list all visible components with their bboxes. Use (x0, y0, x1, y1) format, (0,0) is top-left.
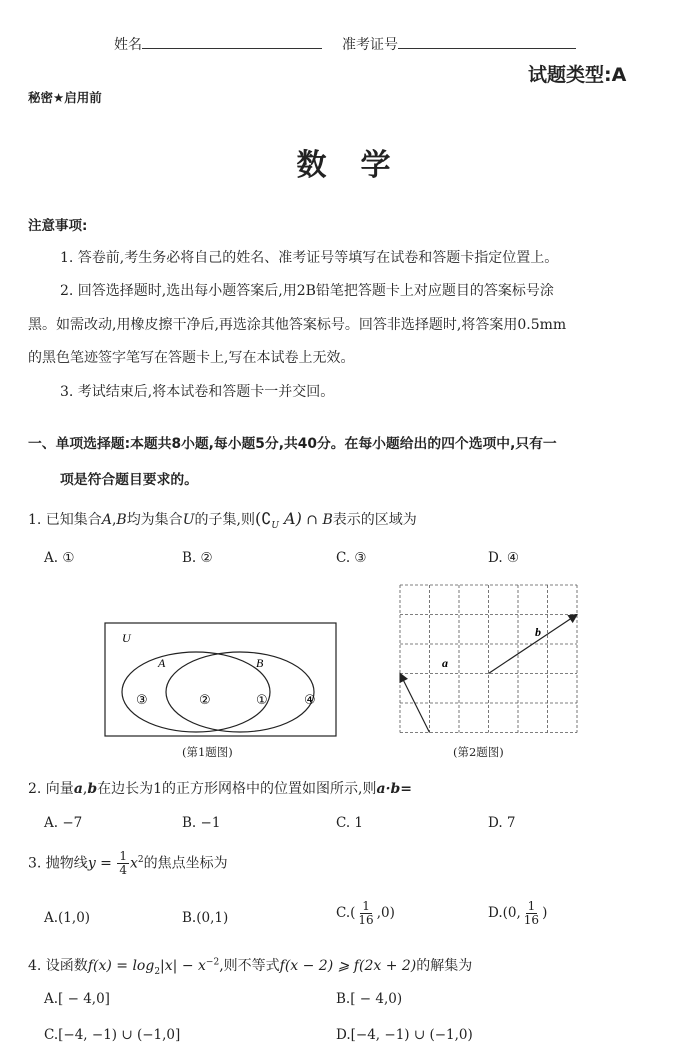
q2-option-d: D. 7 (488, 815, 516, 831)
page-title: 数 学 (296, 148, 393, 183)
q2-stem: 2. 向量a,b在边长为1的正方形网格中的位置如图所示,则a·b= (28, 781, 412, 797)
q3-option-d: D.(0, $\frac{1}{16}$ ) (488, 899, 548, 927)
vector-b-label: b (535, 625, 541, 639)
set-a-ellipse (122, 652, 270, 732)
q3-stem: 3. 抛物线y = $\frac{1}{4}$ $x^2$的焦点坐标为 (28, 849, 228, 877)
ticket-label: 准考证号 (342, 37, 398, 53)
set-b-ellipse (166, 652, 314, 732)
q2-option-a: A. −7 (44, 815, 83, 831)
venn-label-b: B (256, 656, 264, 670)
q3-option-b: B.(0,1) (182, 910, 229, 926)
q4-option-c: C.[−4, −1) ∪ (−1,0] (44, 1027, 181, 1043)
q1-option-b: B. ② (182, 550, 213, 566)
ticket-field (342, 34, 576, 54)
note-item-2-line2: 黑。如需改动,用橡皮擦干净后,再选涂其他答案标号。回答非选择题时,将答案用0.5mm (28, 317, 567, 333)
vector-a-label: a (442, 656, 448, 670)
q4-option-b: B.[ − 4,0) (336, 991, 403, 1007)
q4-option-d: D.[−4, −1) ∪ (−1,0) (336, 1027, 473, 1043)
venn-region-3: ③ (136, 693, 148, 708)
note-item-3: 3. 考试结束后,将本试卷和答题卡一并交回。 (60, 384, 335, 400)
vector-grid (399, 584, 579, 736)
q3-option-a: A.(1,0) (44, 910, 91, 926)
notes-heading: 注意事项: (28, 218, 88, 234)
q4-option-a: A.[ − 4,0] (44, 991, 110, 1007)
grid-lines (400, 585, 577, 733)
venn-label-a: A (158, 656, 166, 670)
venn-region-4: ④ (304, 693, 316, 708)
q1-option-d: D. ④ (488, 550, 520, 566)
note-item-1: 1. 答卷前,考生务必将自己的姓名、准考证号等填写在试卷和答题卡指定位置上。 (60, 250, 559, 266)
venn-region-1: ① (256, 693, 268, 708)
q3-option-c: C.( $\frac{1}{16}$ ,0) (336, 899, 395, 927)
section1-line2: 项是符合题目要求的。 (60, 472, 198, 488)
ticket-blank (398, 34, 576, 49)
venn-region-2: ② (199, 693, 211, 708)
q1-option-a: A. ① (44, 550, 75, 566)
universal-set-rect (105, 623, 336, 736)
name-label: 姓名 (114, 37, 142, 53)
venn-label-u: U (122, 631, 131, 645)
note-item-2-line1: 2. 回答选择题时,选出每小题答案后,用2B铅笔把答题卡上对应题目的答案标号涂 (60, 283, 554, 299)
section1-line1: 一、单项选择题:本题共8小题,每小题5分,共40分。在每小题给出的四个选项中,只有一 (28, 436, 557, 452)
q2-option-b: B. −1 (182, 815, 221, 831)
paper-type: 试题类型:A (528, 64, 627, 86)
venn-diagram (104, 622, 338, 737)
figure2-caption: (第2题图) (453, 745, 504, 759)
q2-option-c: C. 1 (336, 815, 364, 831)
q4-stem: 4. 设函数$f(x) = \log_2|x| - x^{-2}$,则不等式f(x − 2) ⩾ f(2x + 2)的解集为 (28, 957, 473, 977)
secret-label: 秘密★启用前 (28, 90, 102, 105)
q1-option-c: C. ③ (336, 550, 367, 566)
name-blank (142, 34, 322, 49)
note-item-2-line3: 的黑色笔迹签字笔写在答题卡上,写在本试卷上无效。 (28, 350, 355, 366)
name-field (114, 34, 322, 54)
figure1-caption: (第1题图) (182, 745, 233, 759)
q1-stem: 1. 已知集合A,B均为集合U的子集,则($∁_U$ A) ∩ B表示的区域为 (28, 509, 417, 531)
